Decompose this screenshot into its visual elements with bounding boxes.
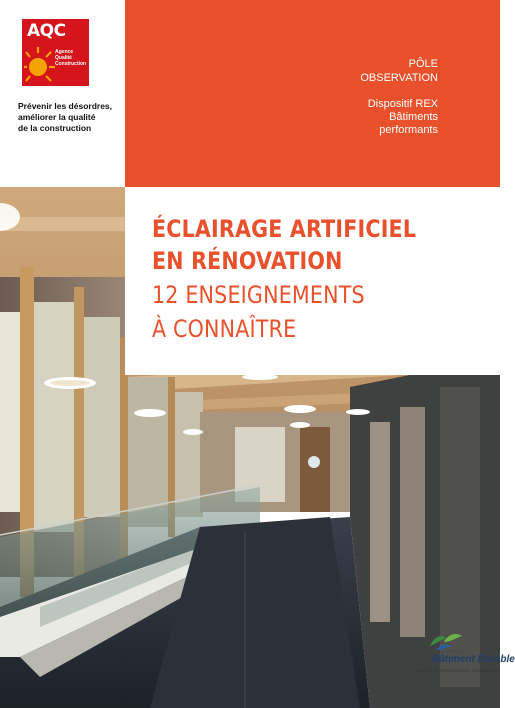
logo-acronym: AQC [27, 21, 66, 41]
tagline-line-2: améliorer la qualité [18, 112, 96, 122]
tagline-line-1: Prévenir les désordres, [18, 101, 113, 111]
title-line-1: ÉCLAIRAGE ARTIFICIEL [152, 215, 417, 243]
tagline-line-3: de la construction [18, 123, 92, 133]
header-band [125, 0, 500, 187]
dispositif-line-1: Dispositif REX [367, 98, 438, 110]
logo-sub-3: Construction [55, 61, 87, 67]
subtitle-line-2: À CONNAÎTRE [152, 315, 297, 343]
aqc-logo [22, 19, 89, 86]
pole-name: OBSERVATION [360, 72, 438, 84]
subtitle-line-1: 12 ENSEIGNEMENTS [152, 281, 365, 309]
sun-icon [24, 43, 56, 85]
logo-sub-1: Agence [55, 49, 74, 55]
dispositif-line-3: performants [379, 124, 438, 136]
title-line-2: EN RÉNOVATION [152, 247, 343, 275]
partner-name: Bâtiment Durable [432, 654, 515, 665]
dispositif-line-2: Bâtiments [389, 111, 438, 123]
tagline [18, 101, 112, 134]
logo-sub-2: Qualité [55, 55, 72, 61]
batiment-durable-logo [408, 632, 515, 686]
partner-sub: CENTRE DE RESSOURCES TECHNIQUES [414, 668, 500, 673]
partner-small-text: DÉVOLOPPEMENT [428, 649, 465, 654]
pole-label: PÔLE [408, 58, 438, 70]
title-panel [125, 187, 500, 375]
